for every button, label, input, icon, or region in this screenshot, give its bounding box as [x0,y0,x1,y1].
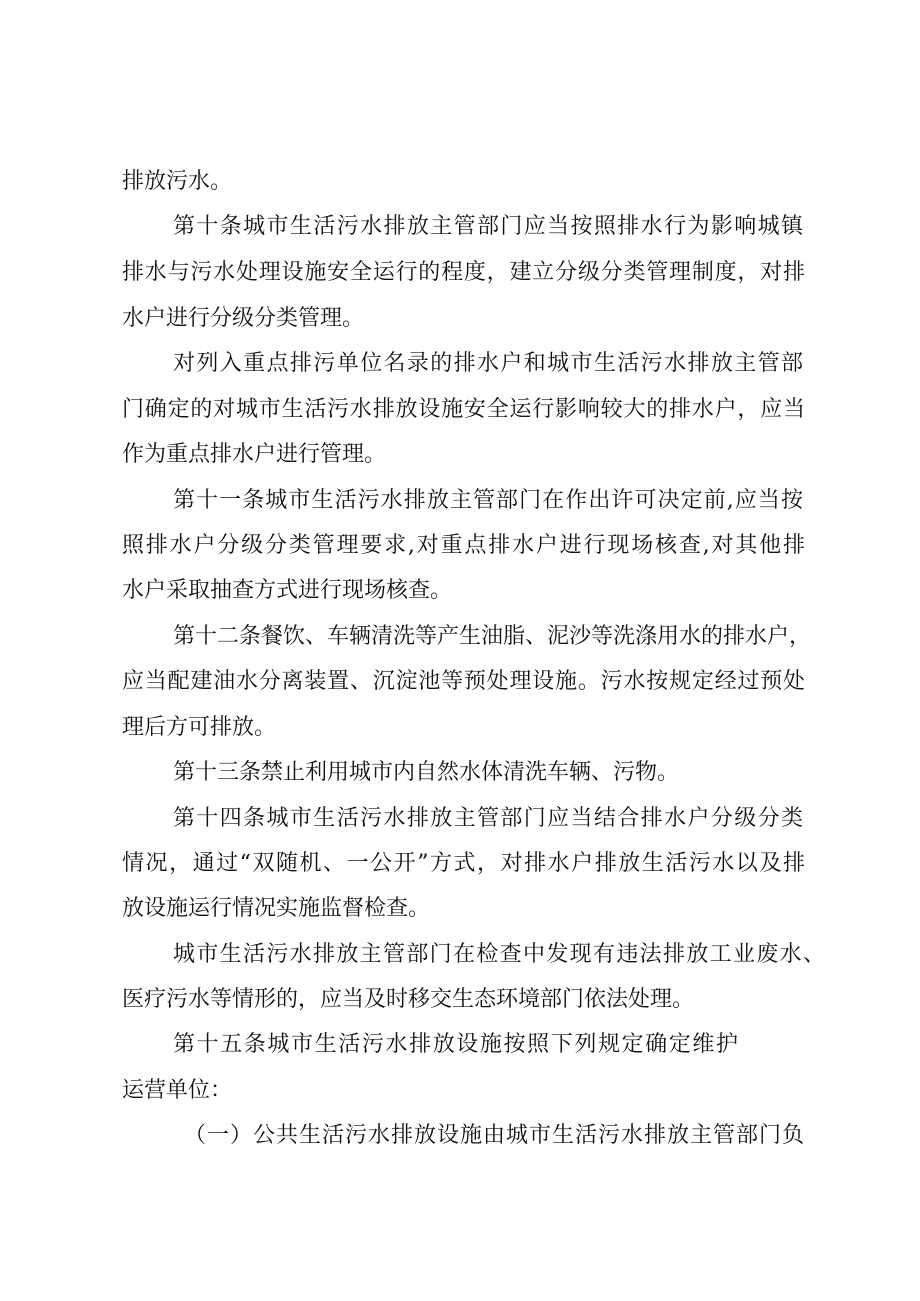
text-line: 医疗污水等情形的，应当及时移交生态环境部门依法处理。 [122,987,695,1012]
text-line: 应当配建油水分离装置、沉淀池等预处理设施。污水按规定经过预处 [122,669,805,694]
text-line: 运营单位： [122,1078,233,1103]
article-13-line: 第十三条禁止利用城市内自然水体清洗车辆、污物。 [173,760,680,785]
article-14-heading-line: 第十四条城市生活污水排放主管部门应当结合排水户分级分类 [173,806,803,831]
text-line: 排放污水。 [122,169,233,194]
text-line: 水户采取抽查方式进行现场核查。 [122,578,453,603]
text-line: 排水与污水处理设施安全运行的程度，建立分级分类管理制度，对排 [122,260,805,285]
article-10-heading-line: 第十条城市生活污水排放主管部门应当按照排水行为影响城镇 [173,214,803,239]
text-line: 理后方可排放。 [122,715,277,740]
article-15-heading-line: 第十五条城市生活污水排放设施按照下列规定确定维护 [173,1032,738,1057]
article-11-heading-line: 第十一条城市生活污水排放主管部门在作出许可决定前,应当按 [173,488,803,513]
text-line: 照排水户分级分类管理要求,对重点排水户进行现场核查,对其他排 [122,533,805,558]
text-line: 作为重点排水户进行管理。 [122,442,387,467]
text-line: 水户进行分级分类管理。 [122,306,365,331]
text-line: 放设施运行情况实施监督检查。 [122,896,431,921]
paragraph-first-line: 城市生活污水排放主管部门在检查中发现有违法排放工业废水、 [173,942,825,967]
paragraph-first-line: 对列入重点排污单位名录的排水户和城市生活污水排放主管部 [173,351,803,376]
text-line: 门确定的对城市生活污水排放设施安全运行影响较大的排水户，应当 [122,397,805,422]
text-line: 情况，通过“双随机、一公开”方式，对排水户排放生活污水以及排 [122,851,805,876]
article-12-heading-line: 第十二条餐饮、车辆清洗等产生油脂、泥沙等洗涤用水的排水户， [173,624,812,649]
list-item-1-line: （一）公共生活污水排放设施由城市生活污水排放主管部门负 [184,1123,804,1148]
